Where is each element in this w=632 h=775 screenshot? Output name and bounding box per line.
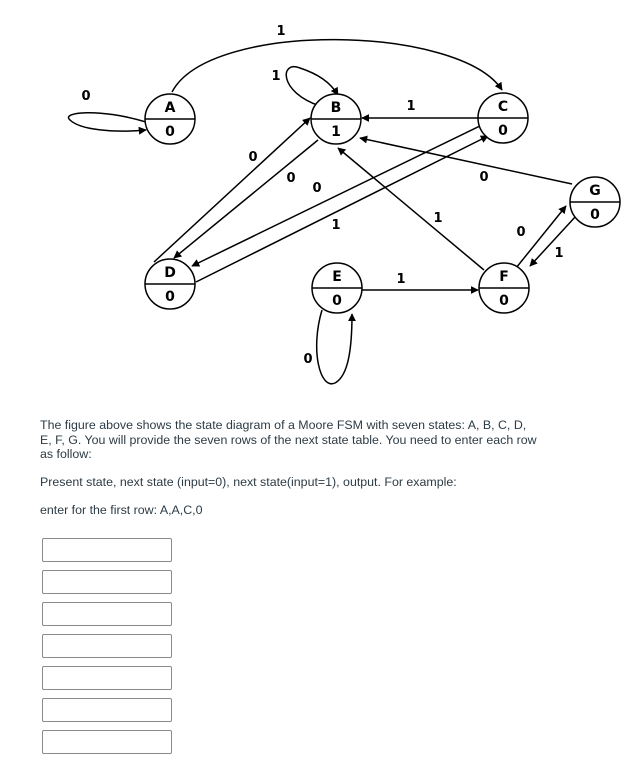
state-D (145, 259, 195, 309)
state-C-name: C (497, 99, 509, 115)
answer-row-2[interactable] (42, 570, 172, 594)
answer-row-1[interactable] (42, 538, 172, 562)
answer-row-7[interactable] (42, 730, 172, 754)
state-F-output: 0 (499, 293, 509, 309)
label-F-G: 0 (516, 225, 526, 240)
state-E-name: E (332, 269, 342, 285)
label-G-F: 1 (554, 246, 564, 261)
edge-C-D (192, 124, 484, 266)
label-B-D: 0 (286, 171, 296, 186)
state-F (479, 263, 529, 313)
state-B-name: B (330, 100, 342, 116)
question-format: Present state, next state (input=0), next state(input=1), output. For example: (40, 475, 457, 489)
answer-row-6[interactable] (42, 698, 172, 722)
label-F-B: 1 (433, 211, 443, 226)
state-G (570, 177, 620, 227)
answer-row-4[interactable] (42, 634, 172, 658)
state-G-output: 0 (590, 207, 600, 223)
label-G-B: 0 (479, 170, 489, 185)
state-E-output: 0 (332, 293, 342, 309)
answer-row-5[interactable] (42, 666, 172, 690)
state-D-name: D (164, 265, 176, 281)
edge-D-C (196, 136, 488, 282)
label-E-F: 1 (396, 272, 406, 287)
state-C (478, 93, 528, 143)
label-D-B: 0 (248, 150, 258, 165)
edge-F-B (338, 148, 484, 270)
state-A-name: A (164, 100, 176, 116)
state-F-name: F (499, 269, 509, 285)
state-A-output: 0 (165, 124, 175, 140)
edge-A-C (172, 40, 502, 92)
edge-A-A (68, 113, 146, 131)
question-description: The figure above shows the state diagram of a Moore FSM with seven states: A, B, C, D, E, F, G. You will provide the seven rows of the next state table. You need to enter each row as follow: (40, 418, 537, 461)
state-E (312, 263, 362, 313)
state-C-output: 0 (498, 123, 508, 139)
label-B-B: 1 (271, 69, 281, 84)
edge-G-B (360, 138, 572, 184)
state-B-output: 1 (331, 124, 341, 140)
label-A-C: 1 (276, 24, 286, 39)
label-D-C: 1 (331, 218, 341, 233)
label-E-E: 0 (303, 352, 313, 367)
label-A-A: 0 (81, 89, 91, 104)
state-G-name: G (589, 183, 601, 199)
edge-E-E (317, 310, 352, 384)
state-A (145, 94, 195, 144)
state-D-output: 0 (165, 289, 175, 305)
state-B (311, 94, 361, 144)
answer-row-3[interactable] (42, 602, 172, 626)
question-example: enter for the first row: A,A,C,0 (40, 503, 203, 517)
label-C-B: 1 (406, 99, 416, 114)
label-C-D: 0 (312, 181, 322, 196)
